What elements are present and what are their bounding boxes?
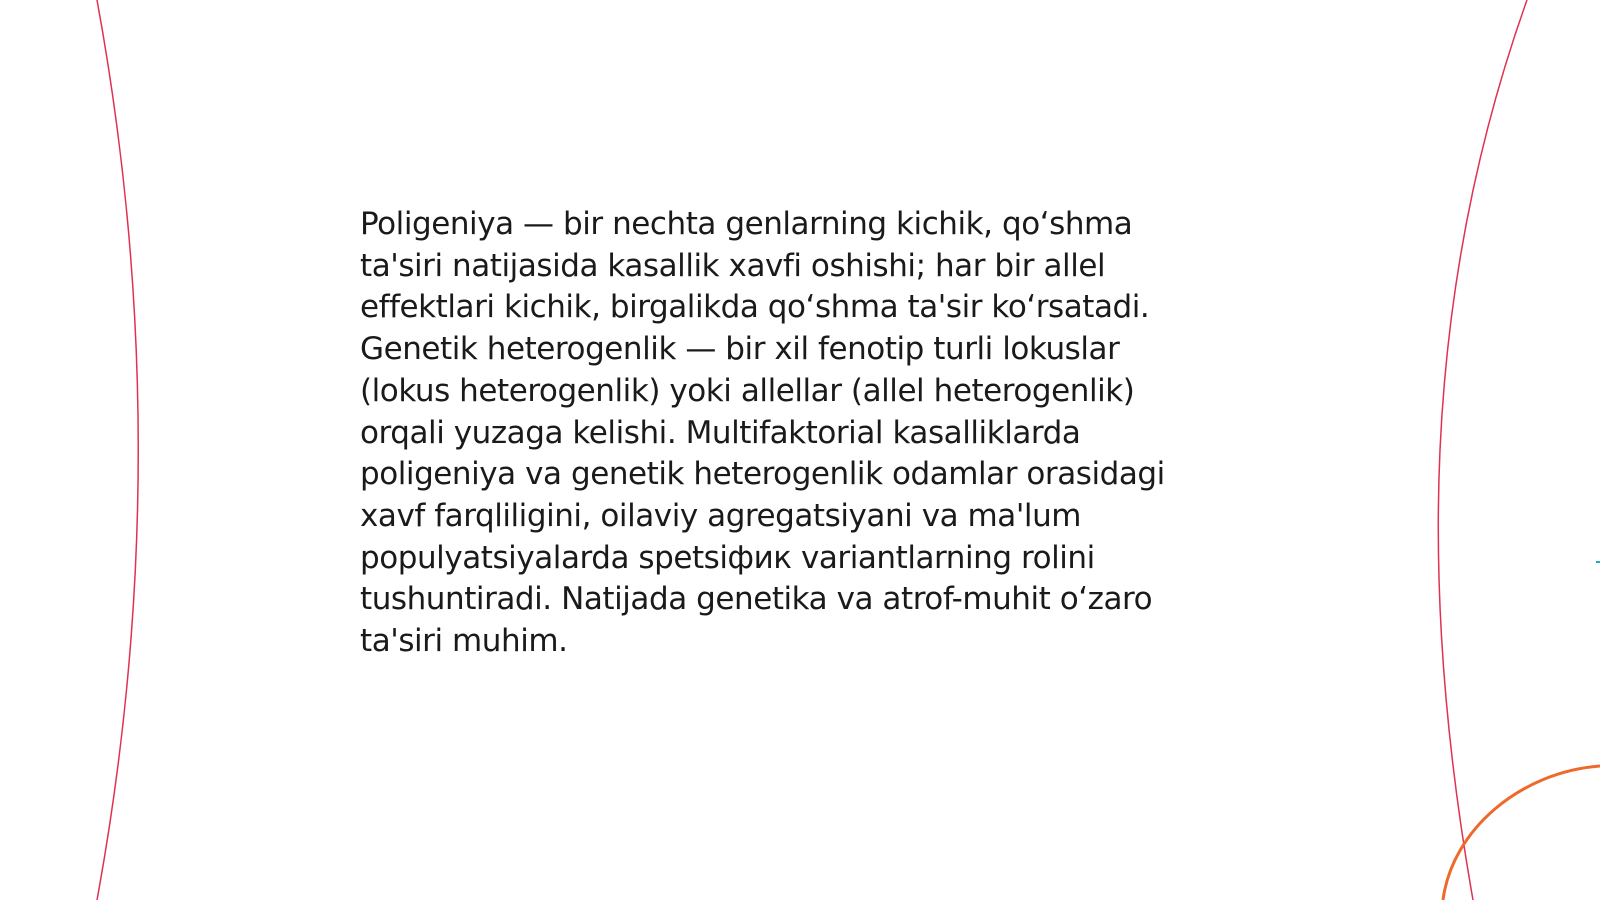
orange-arc — [1443, 766, 1600, 900]
right-curve — [1438, 0, 1527, 900]
paragraph-line: (lokus heterogenlik) yoki allellar (allel heterogenlik) — [360, 372, 1135, 409]
paragraph-line: orqali yuzaga kelishi. Multifaktorial kasalliklarda — [360, 414, 1081, 451]
body-paragraph — [360, 204, 1240, 663]
paragraph-line: ta'siri muhim. — [360, 623, 568, 660]
paragraph-line: poligeniya va genetik heterogenlik odamlar orasidagi — [360, 456, 1165, 493]
paragraph-line: ta'siri natijasida kasallik xavfi oshishi; har bir allel — [360, 247, 1106, 284]
paragraph-line: effektlari kichik, birgalikda qo‘shma ta'sir ko‘rsatadi. — [360, 289, 1150, 326]
paragraph-line: tushuntiradi. Natijada genetika va atrof-muhit o‘zaro — [360, 581, 1153, 618]
left-curve — [97, 0, 138, 900]
paragraph-line: xavf farqliligini, oilaviy agregatsiyani va ma'lum — [360, 497, 1082, 534]
paragraph-line: populyatsiyalarda spetsiфик variantlarning rolini — [360, 539, 1095, 576]
teal-mark — [1596, 561, 1600, 563]
paragraph-line: Poligeniya — bir nechta genlarning kichik, qo‘shma — [360, 206, 1133, 242]
paragraph-line: Genetik heterogenlik — bir xil fenotip turli lokuslar — [360, 331, 1120, 368]
